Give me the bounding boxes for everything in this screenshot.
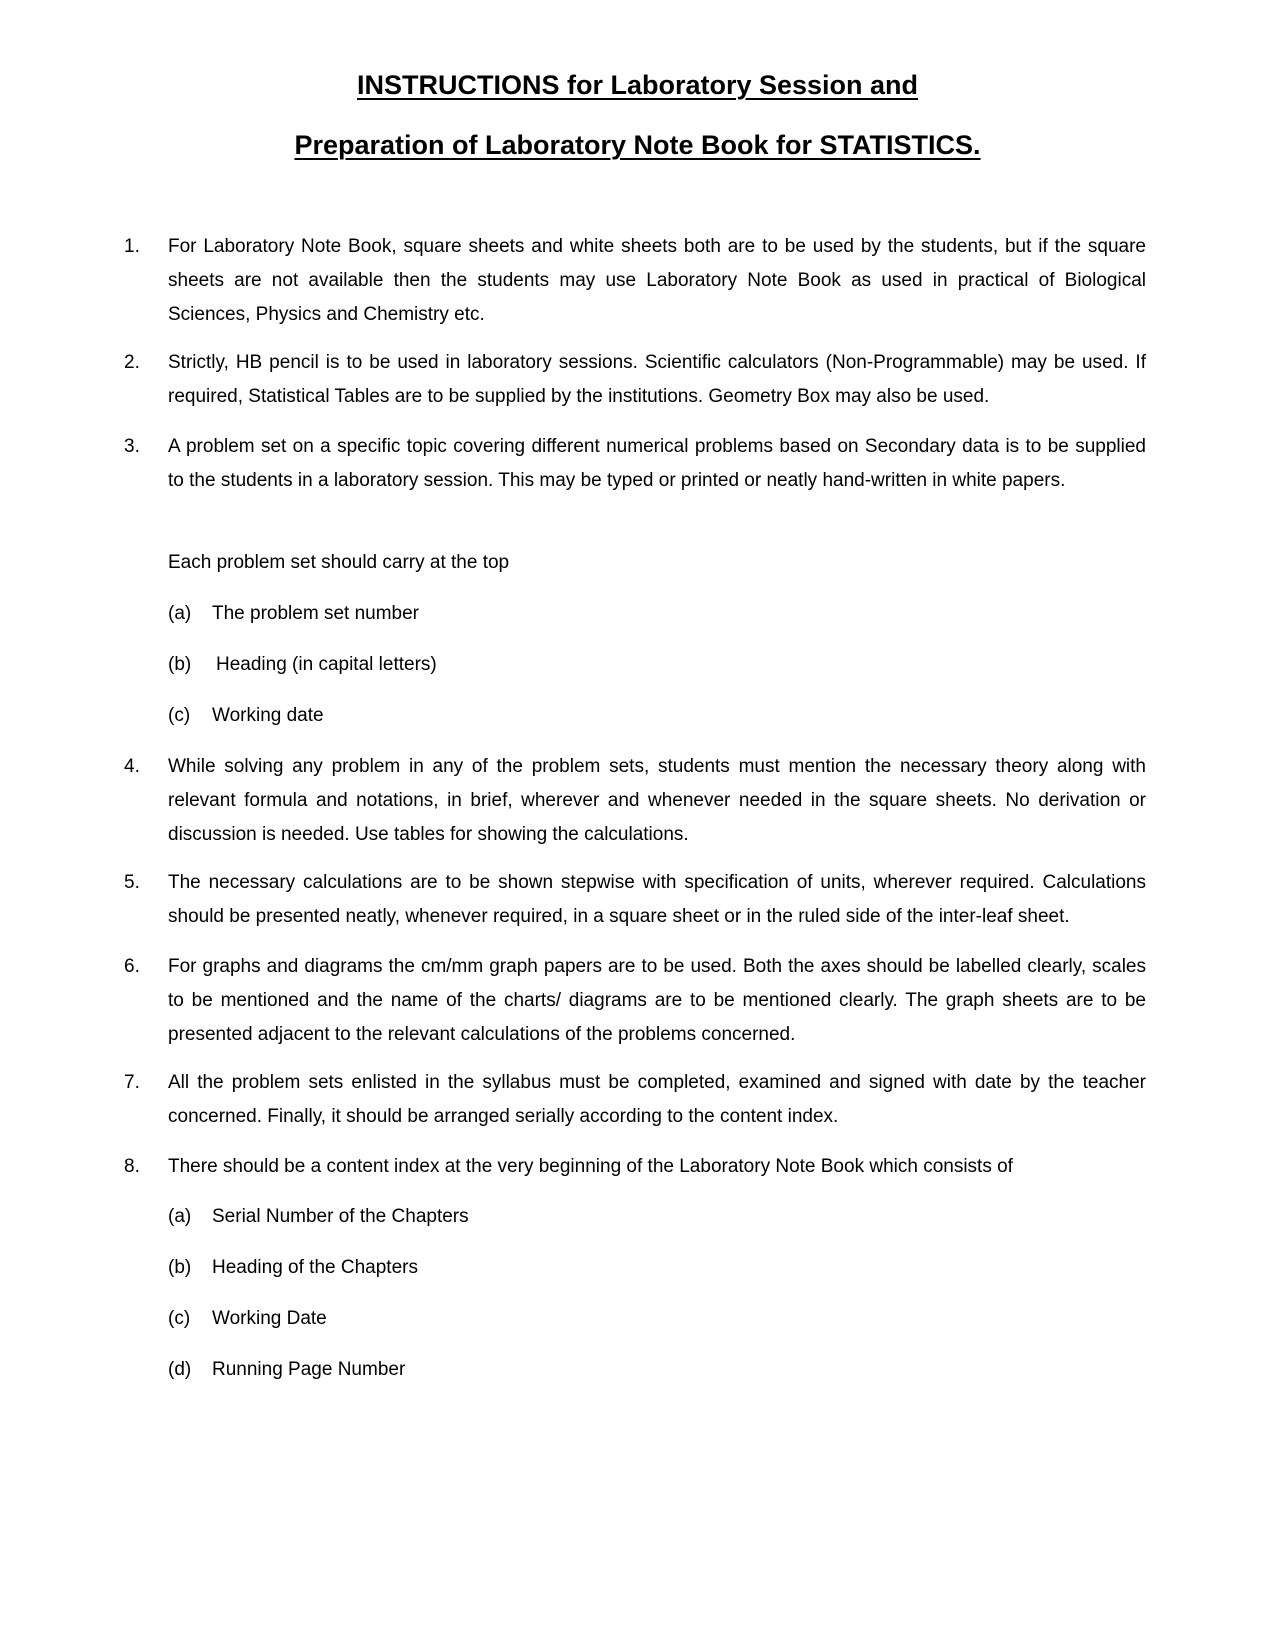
item-text: The necessary calculations are to be shown stepwise with specification of units, wherever required. Calculations should be presented neatly, whenever required, in a square sheet or in the ruled side of the inter-leaf sheet. bbox=[168, 872, 1146, 927]
subitem-label: (c) bbox=[168, 705, 191, 726]
item-number: 5. bbox=[124, 872, 140, 893]
item-number: 2. bbox=[124, 352, 140, 373]
subitem-label: (a) bbox=[168, 1206, 192, 1227]
item-text: Strictly, HB pencil is to be used in laboratory sessions. Scientific calculators (Non-Programmable) may be used. If required, Statistical Tables are to be supplied by the institutions. Geometry Box may also be used. bbox=[168, 352, 1146, 407]
item-text: All the problem sets enlisted in the syllabus must be completed, examined and signed with date by the teacher concerned. Finally, it should be arranged serially according to the content index. bbox=[168, 1072, 1146, 1127]
subitem-label: (a) bbox=[168, 603, 192, 624]
item-number: 3. bbox=[124, 436, 140, 457]
item-text: For Laboratory Note Book, square sheets and white sheets both are to be used by the students, but if the square sheets are not available then the students may use Laboratory Note Book as used in practical of Biological Sciences, Physics and Chemistry etc. bbox=[168, 236, 1146, 325]
subitem-label: (b) bbox=[168, 654, 192, 675]
subitem-text: Heading (in capital letters) bbox=[216, 654, 437, 675]
item-3-intro: Each problem set should carry at the top bbox=[168, 552, 510, 573]
item-text: There should be a content index at the very beginning of the Laboratory Note Book which consists of bbox=[168, 1156, 1013, 1177]
item-text: A problem set on a specific topic covering different numerical problems based on Secondary data is to be supplied to the students in a laboratory session. This may be typed or printed or neatly hand-written in white papers. bbox=[168, 436, 1146, 491]
page-title-line-2: Preparation of Laboratory Note Book for STATISTICS. bbox=[294, 130, 981, 160]
subitem-label: (c) bbox=[168, 1308, 191, 1329]
subitem-label: (b) bbox=[168, 1257, 192, 1278]
item-text: For graphs and diagrams the cm/mm graph papers are to be used. Both the axes should be labelled clearly, scales to be mentioned and the name of the charts/ diagrams are to be mentioned clearly. The graph sheets are to be presented adjacent to the relevant calculations of the problems concerned. bbox=[168, 956, 1146, 1045]
item-number: 4. bbox=[124, 756, 140, 777]
subitem-text: Serial Number of the Chapters bbox=[212, 1206, 469, 1227]
subitem-text: Working date bbox=[212, 705, 324, 726]
subitem-text: Working Date bbox=[212, 1308, 327, 1329]
item-number: 7. bbox=[124, 1072, 140, 1093]
subitem-text: Heading of the Chapters bbox=[212, 1257, 418, 1278]
subitem-label: (d) bbox=[168, 1359, 192, 1380]
item-number: 6. bbox=[124, 956, 140, 977]
page-title-line-1: INSTRUCTIONS for Laboratory Session and bbox=[356, 70, 919, 100]
item-number: 1. bbox=[124, 236, 140, 257]
subitem-text: Running Page Number bbox=[212, 1359, 406, 1380]
item-text: While solving any problem in any of the problem sets, students must mention the necessary theory along with relevant formula and notations, in brief, wherever and whenever needed in the square sheets. No derivation or discussion is needed. Use tables for showing the calculations. bbox=[168, 756, 1146, 845]
subitem-text: The problem set number bbox=[212, 603, 419, 624]
item-number: 8. bbox=[124, 1156, 140, 1177]
